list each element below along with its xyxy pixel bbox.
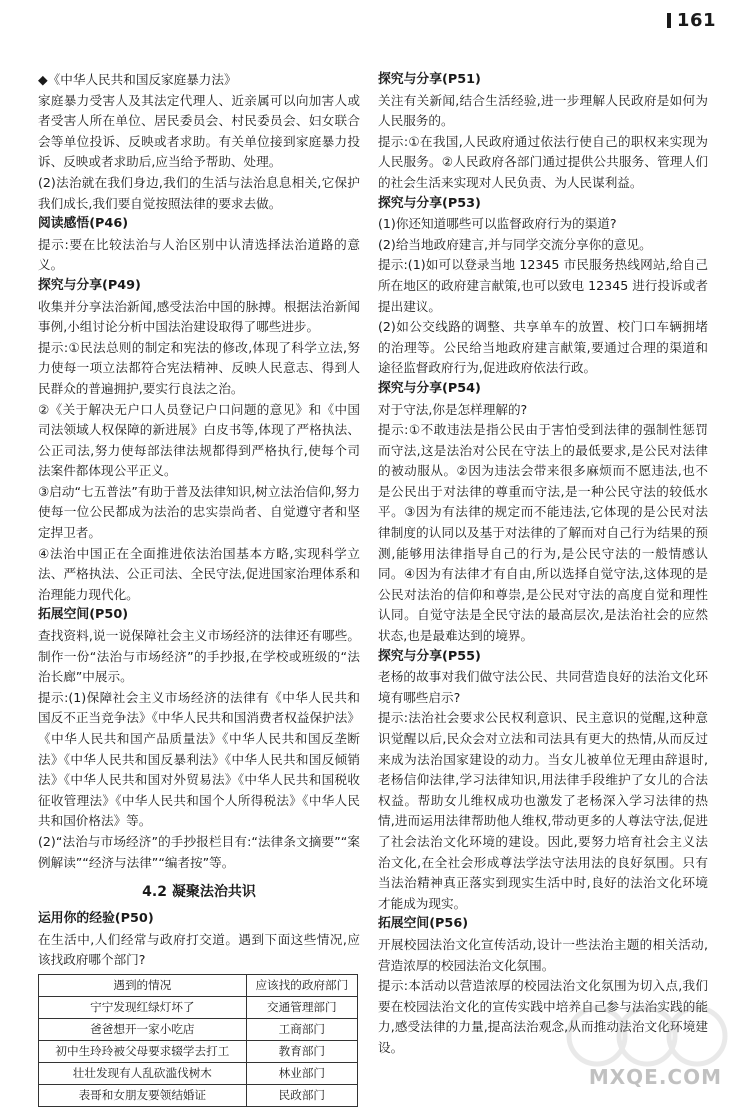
paragraph: 查找资料,说一说保障社会主义市场经济的法律还有哪些。制作一份“法治与市场经济”的手抄报,在学校或班级的“法治长廊”中展示。 [38, 628, 360, 685]
table-header-cell: 遇到的情况 [39, 974, 247, 996]
paragraph: 收集并分享法治新闻,感受法治中国的脉搏。根据法治新闻事例,小组讨论分析中国法治建设取得了哪些进步。 [38, 298, 360, 335]
watermark-text: MXQE.COM [588, 1065, 722, 1089]
paragraph: 提示:①民法总则的制定和宪法的修改,体现了科学立法,努力使每一项立法都符合宪法精神、反映人民意志、得到人民群众的普遍拥护,要实行良法之治。 [38, 339, 360, 396]
section-heading: 探究与分享(P49) [38, 277, 141, 293]
table-cell: 民政部门 [246, 1084, 357, 1106]
table-cell: 宁宁发现红绿灯坏了 [39, 996, 247, 1018]
section-heading: 阅读感悟(P46) [38, 216, 129, 232]
section-heading: 探究与分享(P51) [378, 72, 481, 87]
table-row [39, 1084, 358, 1106]
table-row [39, 1018, 358, 1040]
table-cell: 初中生玲玲被父母要求辍学去打工 [39, 1040, 247, 1062]
table-cell: 爸爸想开一家小吃店 [39, 1018, 247, 1040]
paragraph: (2)法治就在我们身边,我们的生活与法治息息相关,它保护我们成长,我们要自觉按照法律的要求去做。 [38, 174, 360, 211]
paragraph: 提示:法治社会要求公民权利意识、民主意识的觉醒,这种意识觉醒以后,民众会对立法和司法具有更大的热情,从而反过来成为法治国家建设的动力。当女儿被单位无理由辞退时,老杨信仰法律,学习法律知识,用法律手段维护了女儿的合法权益。帮助女儿维权成功也激发了老杨深入学习法律的热情,进而运用法律帮助他人维权,带动更多的人尊法守法,促进了社会法治文化环境的建设。因此,要努力培育社会主义法治文化,在全社会形成尊法学法守法用法的良好氛围。只有当法治精神真正落实到现实生活中时,良好的法治文化环境才能成为现实。 [378, 710, 708, 911]
table-cell: 交通管理部门 [246, 996, 357, 1018]
section-heading: 拓展空间(P50) [38, 607, 129, 623]
chapter-section-title: 4.2 凝聚法治共识 [142, 884, 256, 901]
section-heading: 探究与分享(P54) [378, 380, 481, 396]
paragraph: (2)如公交线路的调整、共享单车的放置、校门口车辆拥堵的治理等。公民给当地政府建言献策,要通过合理的渠道和途径监督政府行为,促进政府依法行政。 [378, 319, 708, 376]
section-heading: 探究与分享(P55) [378, 648, 481, 664]
paragraph: ④法治中国正在全面推进依法治国基本方略,实现科学立法、严格执法、公正司法、全民守法,促进国家治理体系和治理能力现代化。 [38, 545, 360, 602]
paragraph: 在生活中,人们经常与政府打交道。遇到下面这些情况,应该找政府哪个部门? [38, 931, 360, 968]
table-cell: 工商部门 [246, 1018, 357, 1040]
table-row [39, 1062, 358, 1084]
paragraph: ③启动“七五普法”有助于普及法律知识,树立法治信仰,努力使每一位公民都成为法治的忠实崇尚者、自觉遵守者和坚定捍卫者。 [38, 483, 361, 541]
page-number: 161 [667, 10, 716, 31]
paragraph: 提示:①不敢违法是指公民由于害怕受到法律的强制性惩罚而守法,这是法治对公民在守法上的最低要求,是公民对法律的被动服从。②因为违法会带来很多麻烦而不愿违法,也不是公民出于对法律的尊重而守法,是一种公民守法的较低水平。③因为有法律的规定而不能违法,它体现的是公民对法律制度的认同以及基于对法律的了解而对自己行为结果的预测,能够用法律指导自己的行为,是公民守法的一般情感认同。④因为有法律才有自由,所以选择自觉守法,这体现的是公民对法治的信仰和尊崇,是公民对守法的高度自觉和理性认同。自觉守法是全民守法的最高层次,是法治社会的应然状态,也是最难达到的境界。 [378, 422, 708, 644]
paragraph: 提示:①在我国,人民政府通过依法行使自己的职权来实现为人民服务。②人民政府各部门通过提供公共服务、管理人们的社会生活来实现对人民负责、为人民谋利益。 [378, 133, 708, 190]
table-row [39, 1040, 358, 1062]
paragraph: 关注有关新闻,结合生活经验,进一步理解人民政府是如何为人民服务的。 [378, 92, 708, 129]
law-title: ◆《中华人民共和国反家庭暴力法》 [38, 72, 237, 87]
paragraph: (2)“法治与市场经济”的手抄报栏目有:“法律条文摘要”“案例解读”“经济与法律”“编者按”等。 [38, 833, 360, 870]
right-column [378, 70, 708, 1059]
paragraph: 提示:本活动以营造浓厚的校园法治文化氛围为切入点,我们要在校园法治文化的宣传实践中培养自己参与法治实践的能力,感受法律的力量,提高法治观念,从而推动法治文化环境建设。 [378, 978, 708, 1055]
left-column [38, 70, 360, 1107]
paragraph: 开展校园法治文化宣传活动,设计一些法治主题的相关活动,营造浓厚的校园法治文化氛围。 [378, 936, 708, 973]
table-cell: 壮壮发现有人乱砍滥伐树木 [39, 1062, 247, 1084]
paragraph: (1)你还知道哪些可以监督政府行为的渠道? [378, 216, 617, 232]
paragraph: 对于守法,你是怎样理解的? [378, 401, 528, 417]
watermark-logo-icon [562, 1001, 732, 1071]
paragraph: 提示:(1)保障社会主义市场经济的法律有《中华人民共和国反不正当竞争法》《中华人民共和国消费者权益保护法》《中华人民共和国产品质量法》《中华人民共和国反垄断法》《中华人民共和国反暴利法》《中华人民共和国反倾销法》《中华人民共和国对外贸易法》《中华人民共和国税收征收管理法》《中华人民共和国个人所得税法》《中华人民共和国价格法》等。 [38, 689, 360, 829]
paragraph: 家庭暴力受害人及其法定代理人、近亲属可以向加害人或者受害人所在单位、居民委员会、村民委员会、妇女联合会等单位投诉、反映或者求助。有关单位接到家庭暴力投诉、反映或者求助后,应当给予帮助、处理。 [38, 92, 360, 170]
section-heading: 探究与分享(P53) [378, 195, 481, 211]
section-heading: 拓展空间(P56) [378, 916, 469, 932]
paragraph: 提示:要在比较法治与人治区别中认清选择法治道路的意义。 [38, 236, 360, 273]
paragraph: 老杨的故事对我们做守法公民、共同营造良好的法治文化环境有哪些启示? [378, 669, 708, 705]
table-header-cell: 应该找的政府部门 [246, 974, 357, 996]
table-cell: 林业部门 [246, 1062, 357, 1084]
paragraph: (2)给当地政府建言,并与同学交流分享你的意见。 [378, 236, 652, 252]
table-header-row [39, 974, 358, 996]
section-heading: 运用你的经验(P50) [38, 911, 154, 927]
table-cell: 教育部门 [246, 1040, 357, 1062]
paragraph: 提示:(1)如可以登录当地 12345 市民服务热线网站,给自己所在地区的政府建言献策,也可以致电 12345 进行投诉或者提出建议。 [378, 257, 708, 314]
department-table [38, 974, 358, 1107]
paragraph: ②《关于解决无户口人员登记户口问题的意见》和《中国司法领域人权保障的新进展》白皮书等,体现了严格执法、公正司法,努力使每部法律法规都得到严格执行,使每个司法案件都体现公平正义。 [38, 401, 360, 479]
table-cell: 表哥和女朋友要领结婚证 [39, 1084, 247, 1106]
table-row [39, 996, 358, 1018]
